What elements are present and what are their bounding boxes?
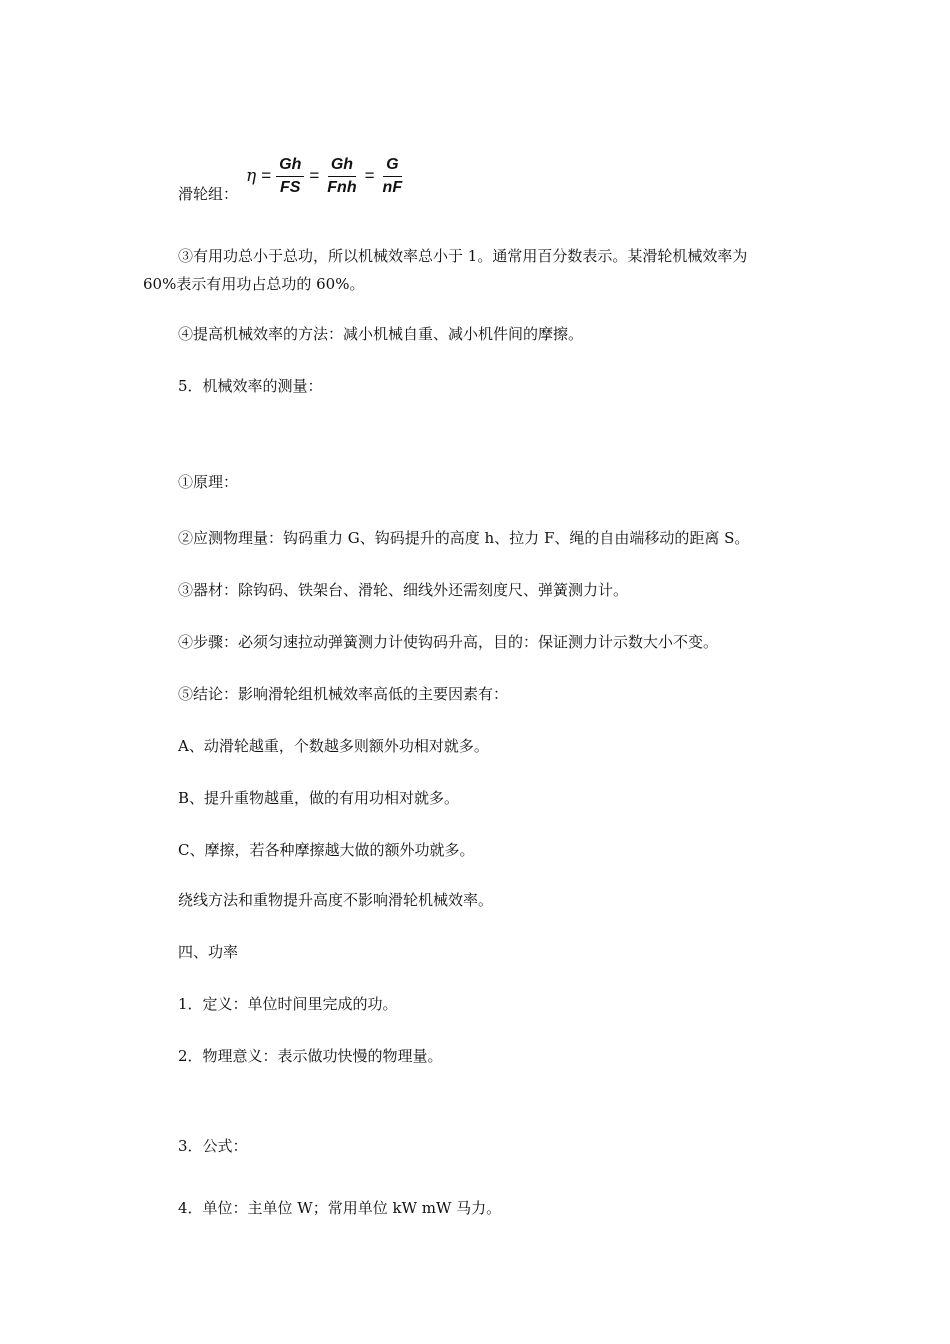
paragraph-equipment: ③器材：除钩码、铁架台、滑轮、细线外还需刻度尺、弹簧测力计。 [178,581,629,599]
numerator: Gh [328,156,356,177]
efficiency-formula [246,150,405,202]
paragraph-quantities: ②应测物理量：钩码重力 G、钩码提升的高度 h、拉力 F、绳的自由端移动的距离 S。 [178,529,750,547]
paragraph-steps: ④步骤：必须匀速拉动弹簧测力计使钩码升高，目的：保证测力计示数大小不变。 [178,633,719,651]
paragraph-power-formula: 3．公式： [178,1137,248,1155]
denominator: nF [382,178,403,196]
heading-efficiency-measurement: 5．机械效率的测量： [178,377,323,395]
paragraph-principle: ①原理： [178,473,239,491]
denominator: Fnh [327,178,357,196]
formula-label: 滑轮组： [178,185,239,203]
list-item-c: C、摩擦，若各种摩擦越大做的额外功就多。 [178,841,475,859]
eta-symbol: η [246,166,257,186]
paragraph-conclusion: ⑤结论：影响滑轮组机械效率高低的主要因素有： [178,685,509,703]
paragraph-power-units: 4．单位：主单位 W；常用单位 kW mW 马力。 [178,1199,502,1217]
fraction-g-nf [380,156,406,197]
paragraph-improve-efficiency: ④提高机械效率的方法：减小机械自重、减小机件间的摩擦。 [178,325,584,343]
section-heading-power: 四、功率 [178,943,239,961]
numerator: G [383,156,401,177]
numerator: Gh [276,156,304,177]
denominator: FS [280,178,301,196]
paragraph-power-meaning: 2．物理意义：表示做功快慢的物理量。 [178,1047,443,1065]
paragraph-useful-work: ③有用功总小于总功，所以机械效率总小于 1。通常用百分数表示。某滑轮机械效率为 [178,247,748,265]
fraction-gh-fs [276,156,304,197]
equals-sign: = [261,166,272,185]
list-item-b: B、提升重物越重，做的有用功相对就多。 [178,789,460,807]
paragraph-useful-work-cont: 60%表示有用功占总功的 60%。 [143,275,365,293]
equals-sign: = [364,166,375,185]
equals-sign: = [309,166,320,185]
paragraph-winding-note: 绕线方法和重物提升高度不影响滑轮机械效率。 [178,891,494,909]
list-item-a: A、动滑轮越重，个数越多则额外功相对就多。 [178,737,489,755]
paragraph-power-definition: 1．定义：单位时间里完成的功。 [178,995,398,1013]
fraction-gh-fnh [324,156,359,197]
